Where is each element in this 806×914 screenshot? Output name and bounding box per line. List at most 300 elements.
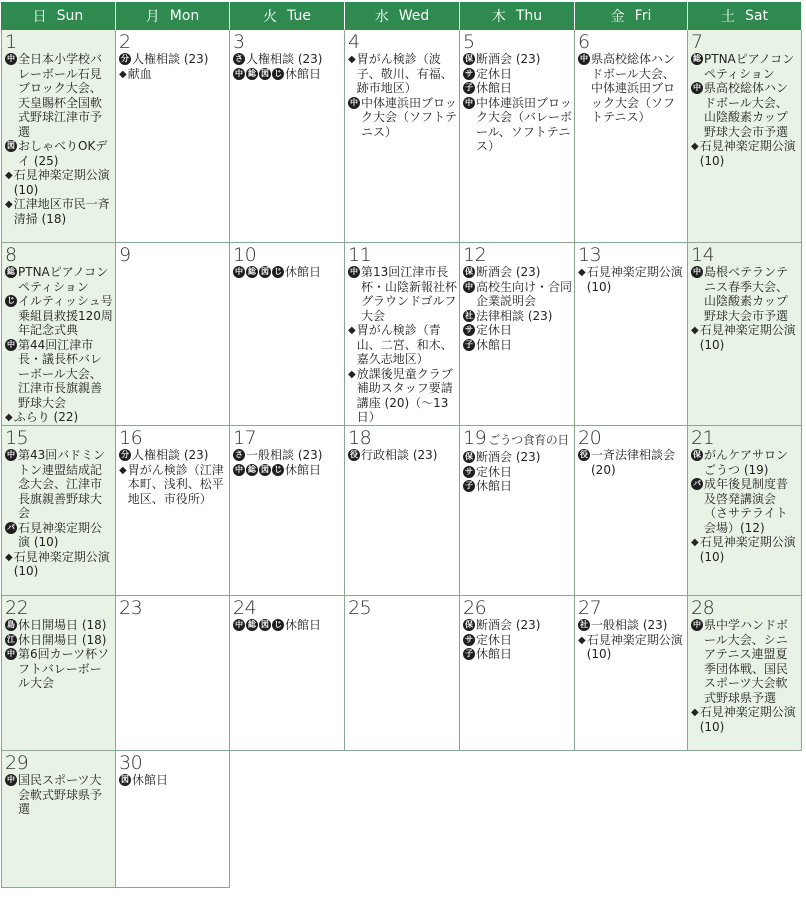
calendar-event — [691, 139, 799, 168]
event-label: 一斉法律相談会 (20) — [591, 448, 676, 477]
calendar-event — [5, 265, 113, 294]
calendar-event — [233, 67, 342, 82]
event-label: おしゃべりOKデイ (25) — [18, 139, 108, 168]
facility-badge-icon: さ — [235, 54, 243, 63]
event-label: 中体連浜田ブロック大会（ソフトテニス） — [361, 95, 458, 139]
weekday-jp: 日 — [32, 9, 47, 25]
facility-badge-icon: 中 — [7, 775, 15, 784]
facility-badge-icon: 中 — [7, 649, 15, 658]
day-cell[interactable] — [116, 596, 230, 751]
day-number: 9 — [119, 244, 131, 266]
facility-badge-icon: じ — [274, 464, 282, 474]
calendar-event — [463, 450, 572, 465]
calendar-event — [463, 323, 572, 338]
calendar-event — [5, 294, 113, 338]
facility-badge-icon: 中 — [7, 339, 15, 349]
calendar-event — [5, 521, 113, 550]
day-number: 23 — [119, 597, 143, 619]
event-icons — [463, 338, 476, 351]
day-cell[interactable] — [688, 30, 802, 243]
day-cell[interactable] — [688, 426, 802, 596]
diamond-bullet-icon: ◆ — [691, 141, 699, 152]
calendar-event — [119, 773, 227, 788]
calendar-event — [5, 197, 113, 226]
event-icons — [5, 197, 14, 213]
day-cell[interactable] — [116, 30, 230, 243]
event-label: 放課後児童クラブ補助スタッフ要請講座 (20)（～13日） — [356, 366, 453, 424]
event-label: 休館日 — [285, 462, 322, 477]
calendar-event — [348, 265, 457, 323]
facility-badge-icon: 図 — [261, 267, 269, 276]
empty-cell — [345, 751, 460, 888]
event-label: 定休日 — [476, 323, 513, 337]
day-number: 21 — [691, 427, 715, 449]
weekday-jp: 金 — [610, 9, 625, 25]
calendar-event — [233, 448, 342, 463]
calendar-event — [463, 280, 572, 309]
day-number: 20 — [578, 427, 602, 449]
event-label: 県高校総体ハンドボール大会、山陰酸素カップ野球大会市予選 — [704, 81, 789, 139]
event-label: 休館日 — [476, 479, 513, 493]
empty-cell — [688, 751, 802, 888]
calendar-event — [463, 309, 572, 324]
event-icons — [463, 465, 476, 478]
facility-badge-icon: パ — [693, 479, 701, 488]
facility-badge-icon: 中 — [693, 83, 701, 92]
weekday-header — [575, 2, 688, 30]
facility-badge-icon: 江 — [7, 634, 15, 644]
event-label: 第6回カーツ杯ソフトバレーボール大会 — [18, 647, 110, 690]
facility-badge-icon: 分 — [121, 54, 129, 63]
calendar-event — [233, 618, 342, 633]
calendar-event — [348, 52, 457, 96]
calendar-event — [691, 477, 799, 535]
calendar-event — [463, 265, 572, 280]
diamond-bullet-icon: ◆ — [119, 464, 127, 476]
day-cell[interactable] — [575, 596, 688, 751]
facility-badge-icon: 中 — [7, 450, 15, 459]
day-cell[interactable] — [688, 596, 802, 751]
day-cell[interactable] — [345, 30, 460, 243]
event-label: ふらり (22) — [13, 410, 79, 424]
event-label: 休館日 — [476, 81, 513, 95]
event-icons — [691, 139, 700, 155]
event-label: 国民スポーツ大会軟式野球県予選 — [18, 773, 103, 816]
event-label: 全日本小学校バレーボール石見ブロック大会、天皇賜杯全国軟式野球江津市予選 — [18, 52, 103, 139]
facility-badge-icon: サ — [465, 634, 473, 644]
calendar-event — [463, 618, 572, 633]
event-icons — [691, 618, 704, 631]
diamond-bullet-icon: ◆ — [119, 68, 127, 80]
calendar-event — [348, 323, 457, 367]
calendar-event — [233, 52, 342, 67]
event-icons — [691, 705, 700, 721]
event-icons — [691, 323, 700, 339]
calendar-event — [463, 479, 572, 494]
day-number: 6 — [578, 31, 590, 53]
event-icons — [233, 265, 285, 278]
day-cell[interactable] — [345, 243, 460, 426]
day-number: 27 — [578, 597, 602, 619]
day-number: 1 — [5, 31, 17, 53]
facility-badge-icon: 総 — [248, 68, 256, 78]
event-label: 休日開場日 (18) — [18, 632, 107, 647]
day-number: 19 ごうつ食育の日 — [463, 427, 569, 449]
facility-badge-icon: パ — [7, 522, 15, 532]
event-icons — [463, 309, 476, 322]
event-label: 第13回江津市長杯・山陰新報社杯グラウンドゴルフ大会 — [361, 265, 458, 323]
event-label: 一般相談 (23) — [246, 448, 323, 462]
day-cell[interactable] — [575, 30, 688, 243]
event-label: 定休日 — [476, 66, 513, 81]
facility-badge-icon: 総 — [248, 620, 256, 629]
event-icons — [578, 448, 591, 461]
calendar-event — [5, 139, 113, 168]
weekday-en: Sun — [56, 8, 84, 24]
weekday-en: Mon — [169, 8, 200, 24]
day-cell[interactable] — [575, 426, 688, 596]
weekday-header — [460, 2, 575, 30]
day-cell[interactable] — [460, 30, 575, 243]
diamond-bullet-icon: ◆ — [348, 54, 356, 65]
weekday-header — [230, 2, 345, 30]
event-icons — [691, 265, 704, 278]
facility-badge-icon: 中 — [235, 68, 243, 78]
facility-badge-icon: 図 — [121, 775, 129, 784]
calendar-event — [233, 265, 342, 280]
facility-badge-icon: じ — [274, 620, 282, 629]
event-label: 断酒会 (23) — [476, 265, 541, 279]
day-number: 5 — [463, 31, 475, 53]
event-icons — [348, 96, 361, 109]
calendar-event — [463, 67, 572, 82]
event-label: 江津地区市民一斉清掃 (18) — [13, 197, 110, 226]
day-cell[interactable] — [1, 426, 116, 596]
day-number: 25 — [348, 597, 372, 619]
facility-badge-icon: 図 — [261, 68, 269, 78]
facility-badge-icon: 中 — [465, 97, 473, 107]
diamond-bullet-icon: ◆ — [578, 267, 586, 278]
facility-badge-icon: 中 — [693, 267, 701, 276]
day-cell[interactable] — [230, 243, 345, 426]
event-label: 中体連浜田ブロック大会（バレーボール、ソフトテニス） — [476, 95, 573, 153]
day-cell[interactable] — [230, 426, 345, 596]
calendar-event — [5, 168, 113, 197]
event-icons — [691, 448, 704, 461]
calendar-event — [5, 338, 113, 411]
weekday-en: Tue — [287, 8, 311, 24]
facility-badge-icon: 子 — [465, 339, 473, 349]
day-number: 13 — [578, 244, 602, 266]
day-number: 29 — [5, 752, 29, 774]
event-label: 県高校総体ハンドボール大会、中体連浜田ブロック大会（ソフトテニス） — [591, 52, 676, 124]
diamond-bullet-icon: ◆ — [348, 325, 356, 336]
event-label: PTNAピアノコンペティション — [18, 265, 109, 294]
calendar-event — [5, 773, 113, 817]
day-number: 22 — [5, 597, 29, 619]
diamond-bullet-icon: ◆ — [5, 412, 13, 423]
calendar-event — [348, 96, 457, 140]
event-label: 人権相談 (23) — [132, 448, 209, 462]
event-icons — [463, 647, 476, 660]
event-label: 休日開場日 (18) — [18, 618, 107, 632]
day-cell[interactable] — [116, 751, 230, 888]
day-cell[interactable] — [345, 596, 460, 751]
event-icons — [691, 535, 700, 551]
event-label: 断酒会 (23) — [476, 618, 541, 632]
day-number: 2 — [119, 31, 131, 53]
calendar-event — [5, 448, 113, 521]
event-label: 胃がん検診（波子、敬川、有福、跡市地区） — [356, 52, 453, 95]
day-cell[interactable] — [116, 426, 230, 596]
event-label: 石見神楽定期公演 (10) — [586, 265, 683, 294]
day-cell[interactable] — [230, 30, 345, 243]
facility-badge-icon: 総 — [693, 54, 701, 63]
day-number: 16 — [119, 427, 143, 449]
event-label: 休館日 — [285, 618, 322, 632]
calendar-event — [578, 448, 685, 477]
day-number: 10 — [233, 244, 257, 266]
calendar-event — [119, 448, 227, 463]
event-label: 行政相談 (23) — [361, 448, 438, 462]
event-label: イルティッシュ号乗組員救援120周年記念式典 — [18, 294, 113, 337]
day-cell[interactable] — [1, 30, 116, 243]
event-label: 一般相談 (23) — [591, 618, 668, 632]
calendar-event — [463, 633, 572, 648]
event-label: 人権相談 (23) — [246, 52, 323, 66]
calendar-event — [463, 647, 572, 662]
day-cell[interactable] — [345, 426, 460, 596]
weekday-en: Fri — [634, 8, 652, 24]
event-icons — [348, 52, 357, 68]
event-icons — [463, 52, 476, 65]
weekday-en: Wed — [398, 8, 430, 24]
facility-badge-icon: 子 — [465, 649, 473, 658]
event-label: 休館日 — [285, 66, 322, 81]
facility-badge-icon: 中 — [693, 620, 701, 629]
day-number: 4 — [348, 31, 360, 53]
day-number: 15 — [5, 427, 29, 449]
empty-cell — [575, 751, 688, 888]
weekday-header — [116, 2, 230, 30]
day-number: 30 — [119, 752, 143, 774]
calendar-event — [5, 647, 113, 691]
calendar-event — [691, 52, 799, 81]
event-icons — [578, 618, 591, 631]
event-label: 定休日 — [476, 464, 513, 479]
event-icons — [5, 448, 18, 461]
event-icons — [463, 67, 476, 80]
day-number: 28 — [691, 597, 715, 619]
event-icons — [233, 618, 285, 631]
facility-badge-icon: 役 — [580, 450, 588, 459]
calendar-event — [119, 67, 227, 83]
weekday-jp: 水 — [374, 9, 389, 25]
facility-badge-icon: 保 — [465, 267, 473, 276]
facility-badge-icon: 中 — [235, 267, 243, 276]
event-icons — [5, 633, 18, 646]
calendar-event — [691, 448, 799, 477]
calendar-event — [691, 81, 799, 139]
day-cell[interactable] — [460, 426, 575, 596]
event-icons — [5, 773, 18, 786]
day-cell[interactable] — [460, 596, 575, 751]
facility-badge-icon: サ — [465, 466, 473, 476]
weekday-jp: 火 — [263, 9, 278, 25]
facility-badge-icon: 総 — [248, 267, 256, 276]
day-number: 26 — [463, 597, 487, 619]
event-icons — [233, 67, 285, 80]
event-label: がんケアサロンごうつ (19) — [704, 448, 789, 477]
event-icons — [5, 410, 14, 426]
calendar-event — [691, 323, 799, 352]
event-icons — [5, 52, 18, 65]
facility-badge-icon: 図 — [7, 141, 15, 150]
event-icons — [5, 647, 18, 660]
event-icons — [5, 521, 18, 534]
facility-badge-icon: 保 — [465, 452, 473, 461]
event-label: 石見神楽定期公演 (10) — [699, 535, 796, 564]
event-icons — [119, 52, 132, 65]
event-icons — [348, 265, 361, 278]
day-number: 8 — [5, 244, 17, 266]
weekday-jp: 土 — [721, 9, 736, 25]
facility-badge-icon: 保 — [465, 620, 473, 629]
day-cell[interactable] — [116, 243, 230, 426]
event-icons — [578, 633, 587, 649]
event-icons — [119, 448, 132, 461]
facility-badge-icon: サ — [465, 325, 473, 334]
event-icons — [691, 52, 704, 65]
day-note: ごうつ食育の日 — [488, 433, 569, 447]
calendar-event — [119, 463, 227, 507]
facility-badge-icon: サ — [465, 68, 473, 78]
calendar-event — [5, 633, 113, 648]
event-label: 石見神楽定期公演 (10) — [699, 323, 796, 352]
day-number: 7 — [691, 31, 703, 53]
facility-badge-icon: 分 — [121, 450, 129, 459]
facility-badge-icon: 中 — [235, 464, 243, 474]
event-icons — [463, 81, 476, 94]
calendar-event — [463, 81, 572, 96]
event-icons — [119, 67, 128, 83]
facility-badge-icon: 中 — [465, 281, 473, 291]
diamond-bullet-icon: ◆ — [578, 634, 586, 646]
diamond-bullet-icon: ◆ — [5, 551, 13, 563]
calendar-event — [578, 265, 685, 294]
event-icons — [463, 96, 476, 109]
day-cell[interactable] — [575, 243, 688, 426]
diamond-bullet-icon: ◆ — [5, 199, 13, 210]
calendar-event — [348, 367, 457, 425]
event-label: 胃がん検診（青山、二宮、和木、嘉久志地区） — [356, 323, 453, 366]
day-number: 24 — [233, 597, 257, 619]
calendar-event — [578, 618, 685, 633]
event-label: 成年後見制度普及啓発講演会（さサテライト会場）(12) — [704, 477, 789, 535]
facility-badge-icon: じ — [274, 68, 282, 78]
calendar-event — [5, 410, 113, 426]
facility-badge-icon: 子 — [465, 481, 473, 490]
day-cell[interactable] — [1, 243, 116, 426]
facility-badge-icon: 図 — [261, 620, 269, 629]
day-number: 18 — [348, 427, 372, 449]
calendar-event — [463, 338, 572, 353]
day-cell[interactable] — [688, 243, 802, 426]
event-label: 定休日 — [476, 632, 513, 647]
event-label: 石見神楽定期公演 (10) — [13, 168, 110, 197]
day-cell[interactable] — [1, 751, 116, 888]
day-number: 3 — [233, 31, 245, 53]
event-icons — [578, 265, 587, 281]
event-icons — [233, 52, 246, 65]
facility-badge-icon: 中 — [350, 267, 358, 276]
event-icons — [463, 323, 476, 336]
weekday-jp: 月 — [145, 9, 160, 25]
event-icons — [691, 81, 704, 94]
event-label: PTNAピアノコンペティション — [704, 52, 795, 81]
event-icons — [691, 477, 704, 490]
facility-badge-icon: じ — [274, 267, 282, 276]
calendar-event — [5, 618, 113, 633]
event-icons — [463, 450, 476, 463]
event-icons — [348, 323, 357, 339]
event-icons — [5, 168, 14, 184]
event-label: 石見神楽定期公演 (10) — [699, 139, 796, 168]
event-label: 法律相談 (23) — [476, 308, 553, 323]
weekday-jp: 木 — [491, 9, 506, 25]
day-cell[interactable] — [1, 596, 116, 751]
event-icons — [119, 773, 132, 786]
event-icons — [5, 265, 18, 278]
event-label: 人権相談 (23) — [132, 52, 209, 66]
event-label: 高校生向け・合同企業説明会 — [476, 279, 573, 308]
calendar-event — [233, 463, 342, 478]
event-icons — [463, 280, 476, 293]
event-label: 休館日 — [132, 773, 169, 787]
event-label: 石見神楽定期公演 (10) — [586, 632, 683, 661]
facility-badge-icon: 中 — [580, 54, 588, 63]
event-icons — [233, 448, 246, 461]
facility-badge-icon: 総 — [248, 464, 256, 474]
day-cell[interactable] — [230, 596, 345, 751]
diamond-bullet-icon: ◆ — [691, 537, 699, 548]
calendar-event — [463, 96, 572, 154]
facility-badge-icon: さ — [235, 450, 243, 459]
diamond-bullet-icon: ◆ — [5, 170, 13, 181]
facility-badge-icon: 保 — [693, 450, 701, 459]
calendar-event — [578, 52, 685, 125]
diamond-bullet-icon: ◆ — [691, 707, 699, 718]
event-icons — [578, 52, 591, 65]
facility-badge-icon: じ — [7, 296, 15, 305]
event-label: 石見神楽定期公演 (10) — [13, 549, 110, 578]
diamond-bullet-icon: ◆ — [348, 368, 356, 380]
facility-badge-icon: 総 — [7, 267, 15, 276]
event-label: 第44回江津市長・議長杯バレーボール大会、江津市長旗親善野球大会 — [18, 337, 103, 410]
event-icons — [348, 448, 361, 461]
event-label: 休館日 — [476, 647, 513, 661]
event-label: 石見神楽定期公演 (10) — [18, 520, 103, 549]
weekday-en: Sat — [745, 8, 768, 24]
day-cell[interactable] — [460, 243, 575, 426]
event-icons — [5, 139, 18, 152]
facility-badge-icon: 中 — [7, 54, 15, 63]
event-label: 第43回バドミントン連盟結成記念大会、江津市長旗親善野球大会 — [18, 448, 106, 520]
facility-badge-icon: 図 — [261, 464, 269, 474]
facility-badge-icon: 島 — [7, 620, 15, 629]
empty-cell — [460, 751, 575, 888]
event-icons — [5, 294, 18, 307]
